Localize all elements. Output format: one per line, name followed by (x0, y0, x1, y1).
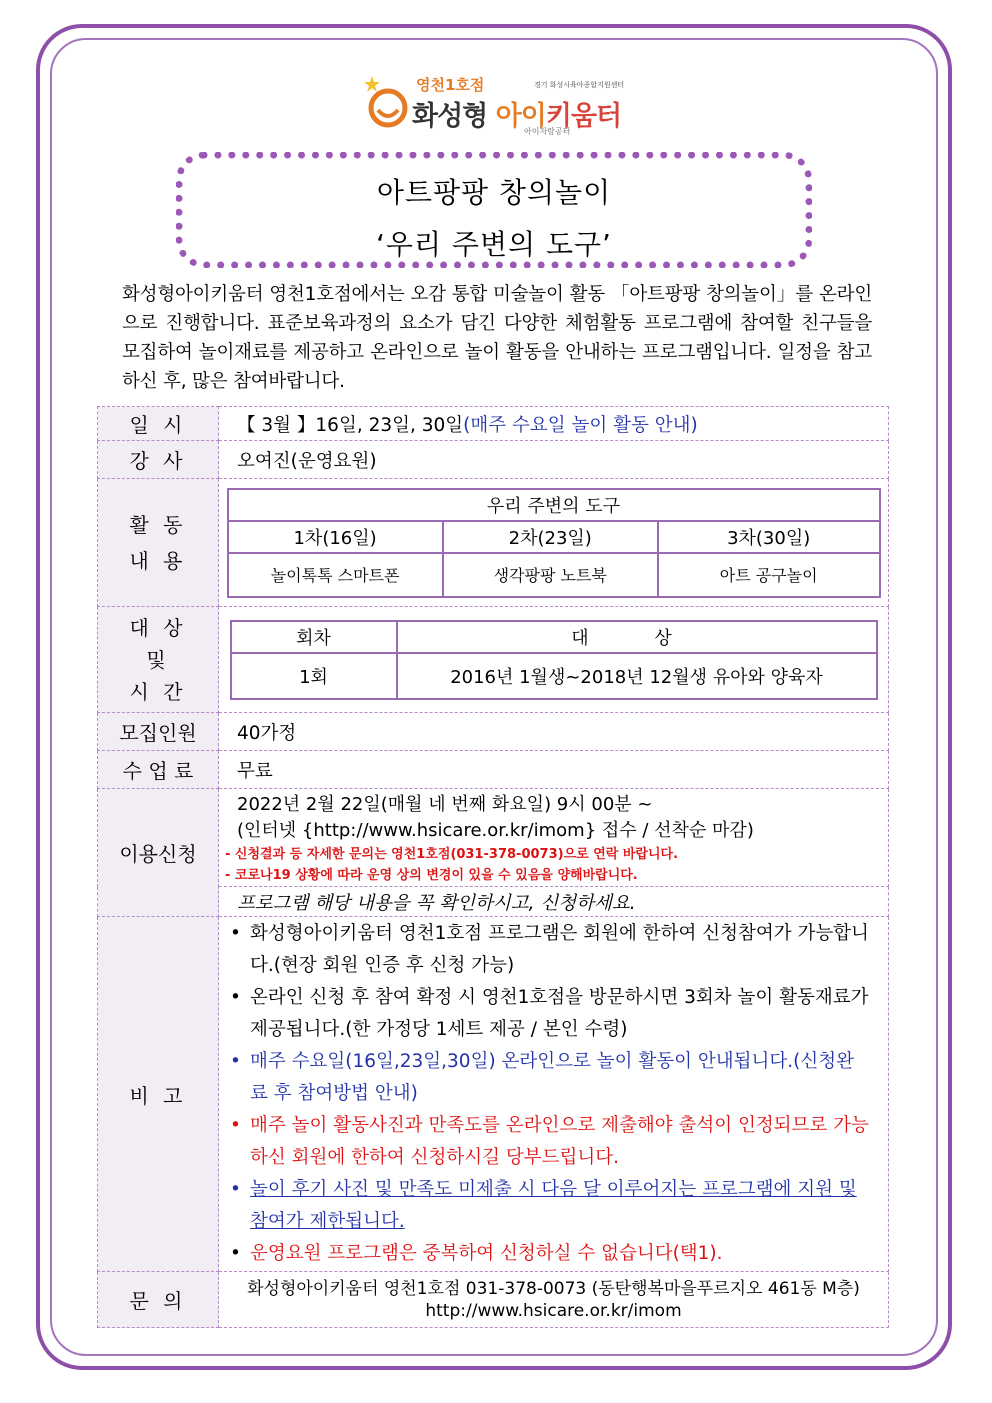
label-remarks: 비 고 (98, 917, 219, 1272)
activity-round-1: 1차(16일) (228, 521, 443, 553)
remark-item: • 매주 놀이 활동사진과 만족도를 온라인으로 제출해야 출석이 인정되므로 가능하신 회원에 한하여 신청하시길 당부드립니다. (230, 1115, 869, 1168)
apply-note2: - 코로나19 상황에 따라 운영 상의 변경이 있을 수 있음을 양해바랍니다. (225, 867, 638, 883)
apply-line2: (인터넷 {http://www.hsicare.or.kr/imom} 접수 / 선착순 마감) (237, 819, 754, 841)
intro-paragraph: 화성형아이키움터 영천1호점에서는 오감 통합 미술놀이 활동 「아트팡팡 창의놀이」를 온라인으로 진행합니다. 표준보육과정의 요소가 담긴 다양한 체험활동 프로그램에 참여할 친구들을 모집하여 놀이재료를 제공하고 온라인으로 놀이 활동을 안내하는 프로그램입니다. 일정을 참고하신 후, 많은 참여바랍니다. (122, 284, 872, 392)
date-note: (매주 수요일 놀이 활동 안내) (463, 414, 698, 436)
title-box (176, 152, 812, 268)
remark-item: • 온라인 신청 후 참여 확정 시 영천1호점을 방문하시면 3회차 놀이 활동재료가 제공됩니다.(한 가정당 1세트 제공 / 본인 수령) (230, 987, 869, 1040)
activity-round-3: 3차(30일) (658, 521, 880, 553)
value-apply-italic: 프로그램 해당 내용을 꼭 확인하시고, 신청하세요. (219, 887, 889, 917)
target-round: 1회 (231, 653, 397, 699)
value-apply (219, 789, 889, 887)
activity-content-3: 아트 공구놀이 (658, 553, 880, 597)
row-inquiry (98, 1272, 889, 1328)
date-text: 【 3월 】16일, 23일, 30일 (237, 414, 464, 436)
title-line1: 아트팡팡 창의놀이 (376, 176, 612, 209)
activity-round-2: 2차(23일) (443, 521, 658, 553)
activity-content-2: 생각팡팡 노트북 (443, 553, 658, 597)
inquiry-line1: 화성형아이키움터 영천1호점 031-378-0073 (동탄행복마을푸르지오 461동 M층) (247, 1278, 860, 1299)
row-remarks (98, 917, 889, 1272)
apply-note1: - 신청결과 등 자세한 문의는 영천1호점(031-378-0073)으로 연락 바랍니다. (225, 846, 679, 862)
remark-item: • 놀이 후기 사진 및 만족도 미제출 시 다음 달 이루어지는 프로그램에 지원 및 참여가 제한됩니다. (230, 1179, 857, 1232)
label-instructor: 강 사 (98, 441, 219, 479)
logo-org: 경기 화성시육아종합지원센터 (534, 81, 625, 89)
activity-header: 우리 주변의 도구 (228, 489, 880, 521)
row-recruit (98, 713, 889, 751)
logo-name-part3: 키움터 (545, 101, 622, 132)
label-activity-2: 내 용 (129, 548, 187, 573)
value-target (219, 607, 889, 713)
remark-item: • 화성형아이키움터 영천1호점 프로그램은 회원에 한하여 신청참여가 가능합니다.(현장 회원 인증 후 신청 가능) (230, 923, 869, 976)
row-date (98, 407, 889, 441)
logo-name (412, 94, 621, 133)
label-activity-1: 활 동 (129, 512, 187, 537)
row-activity (98, 479, 889, 607)
label-target-3: 시 간 (129, 679, 187, 704)
logo-sub: 아이자람공터 (524, 127, 571, 136)
value-inquiry (219, 1272, 889, 1328)
inquiry-url[interactable]: http://www.hsicare.or.kr/imom (425, 1300, 682, 1321)
logo (364, 72, 634, 134)
label-recruit: 모집인원 (98, 713, 219, 751)
smiley-logo-icon (364, 76, 410, 128)
row-apply (98, 789, 889, 887)
row-target (98, 607, 889, 713)
logo-name-part2: 아이 (495, 101, 546, 132)
apply-line1: 2022년 2월 22일(매월 네 번째 화요일) 9시 00분 ~ (237, 793, 653, 815)
label-target-2: 및 (146, 647, 170, 672)
target-value: 2016년 1월생~2018년 12월생 유아와 양육자 (397, 653, 877, 699)
label-activity (98, 479, 219, 607)
remark-item: • 매주 수요일(16일,23일,30일) 온라인으로 놀이 활동이 안내됩니다.(신청완료 후 참여방법 안내) (230, 1051, 854, 1104)
label-fee: 수 업 료 (98, 751, 219, 789)
remark-item: • 운영요원 프로그램은 중복하여 신청하실 수 없습니다(택1). (230, 1243, 723, 1264)
value-date (219, 407, 889, 441)
label-inquiry: 문 의 (98, 1272, 219, 1328)
label-target (98, 607, 219, 713)
label-date: 일 시 (98, 407, 219, 441)
value-recruit: 40가정 (219, 713, 889, 751)
label-target-1: 대 상 (129, 615, 187, 640)
value-remarks (219, 917, 889, 1272)
label-apply: 이용신청 (98, 789, 219, 917)
target-col-target: 대 상 (397, 621, 877, 653)
target-table (230, 620, 878, 700)
value-instructor: 오여진(운영요원) (219, 441, 889, 479)
target-col-round: 회차 (231, 621, 397, 653)
info-table (97, 406, 889, 1328)
logo-branch: 영천1호점 (416, 76, 485, 94)
row-instructor (98, 441, 889, 479)
row-fee (98, 751, 889, 789)
activity-content-1: 놀이톡톡 스마트폰 (228, 553, 443, 597)
value-fee: 무료 (219, 751, 889, 789)
title-line2: ‘우리 주변의 도구’ (376, 228, 612, 261)
logo-name-part1: 화성형 (412, 101, 496, 132)
remarks-list (220, 918, 887, 1270)
activity-table (227, 488, 881, 598)
value-activity (219, 479, 889, 607)
